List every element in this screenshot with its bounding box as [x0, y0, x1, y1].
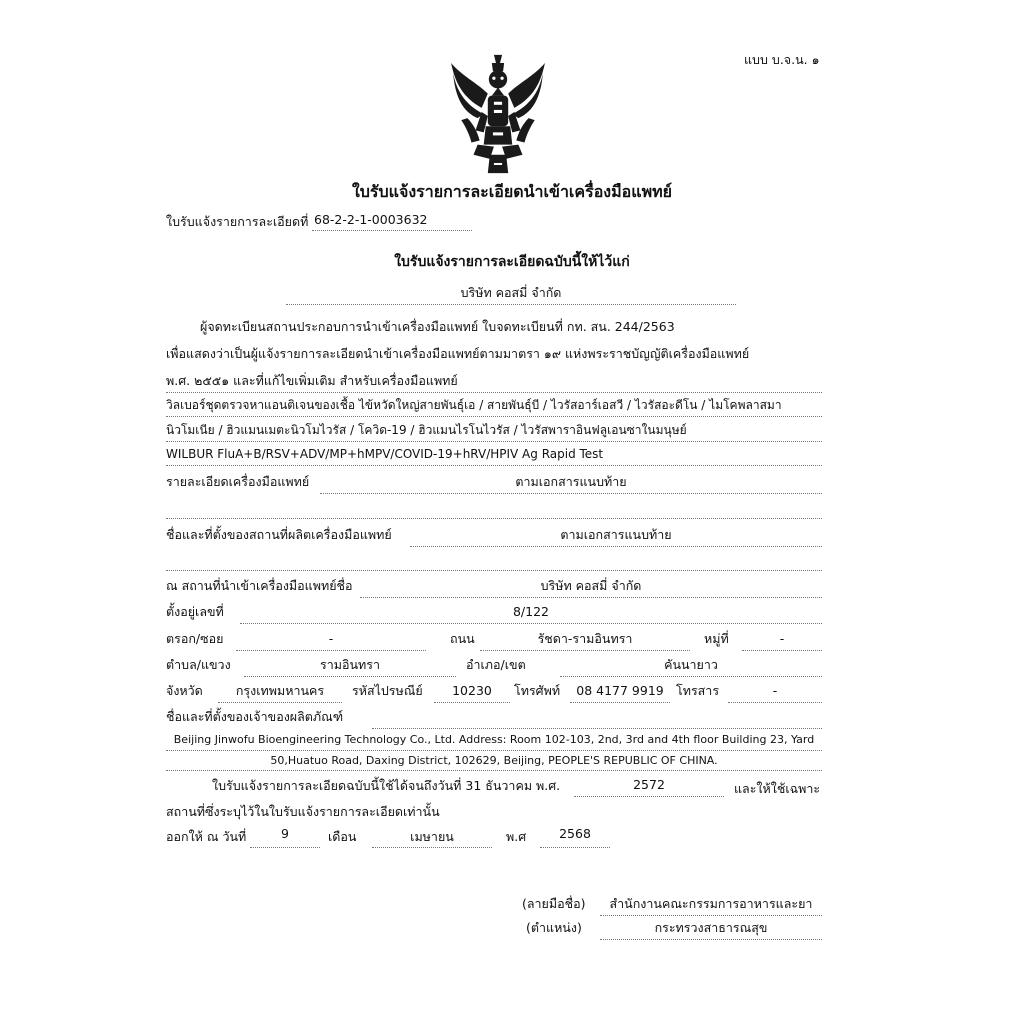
issued-month-label: เดือน	[328, 829, 357, 844]
district-value: คันนายาว	[664, 657, 718, 672]
moo-underline	[742, 650, 822, 651]
owner-address-line2: 50,Huatuo Road, Daxing District, 102629, Beijing, PEOPLE'S REPUBLIC OF CHINA.	[270, 754, 718, 767]
issued-month-underline	[372, 847, 492, 848]
validity-tail: และให้ใช้เฉพาะ	[734, 781, 821, 796]
para-act: พ.ศ. ๒๕๕๑ และที่แก้ไขเพิ่มเติม สำหรับเครื่องมือแพทย์	[166, 373, 458, 388]
import-site-label: ณ สถานที่นำเข้าเครื่องมือแพทย์ชื่อ	[166, 578, 353, 593]
issued-to-heading: ใบรับแจ้งรายการละเอียดฉบับนี้ให้ไว้แก่	[394, 254, 630, 270]
garuda-emblem-icon	[447, 52, 549, 176]
road-value: รัชดา-รามอินทรา	[537, 631, 633, 646]
document-title: ใบรับแจ้งรายการละเอียดนำเข้าเครื่องมือแพทย์	[351, 182, 673, 201]
province-value: กรุงเทพมหานคร	[235, 683, 325, 698]
district-underline	[560, 676, 822, 677]
device-name-line1: วิลเบอร์ชุดตรวจหาแอนติเจนของเชื้อ ไข้หวัดใหญ่สายพันธุ์เอ / สายพันธุ์บี / ไวรัสอาร์เอสวี / ไวรัสอะดีโน / ไมโคพลาสมา	[166, 398, 782, 412]
subdistrict-value: รามอินทรา	[320, 657, 380, 672]
owner-label: ชื่อและที่ตั้งของเจ้าของผลิตภัณฑ์	[166, 709, 344, 724]
phone-label: โทรศัพท์	[514, 683, 561, 698]
signature-label: (ลายมือชื่อ)	[522, 896, 586, 911]
issued-year: 2568	[559, 826, 591, 841]
issued-day-underline	[250, 847, 320, 848]
phone-underline	[570, 702, 670, 703]
device-underline-3	[166, 465, 822, 466]
detail-underline	[320, 493, 822, 494]
position-underline	[600, 939, 822, 940]
maker-underline-2	[166, 570, 822, 571]
signature-underline	[600, 915, 822, 916]
owner-underline	[372, 728, 822, 729]
postcode-value: 10230	[452, 683, 492, 698]
province-underline	[218, 702, 342, 703]
validity-year: 2572	[633, 777, 665, 792]
owner-address-underline-1	[166, 750, 822, 751]
fax-value: -	[772, 683, 778, 698]
act-underline	[166, 392, 822, 393]
detail-underline-2	[166, 518, 822, 519]
issued-year-label: พ.ศ	[506, 829, 527, 844]
para-registration: ผู้จดทะเบียนสถานประกอบการนำเข้าเครื่องมือแพทย์ ใบจดทะเบียนที่ กท. สน. 244/2563	[200, 319, 675, 334]
address-number-label: ตั้งอยู่เลขที่	[166, 604, 224, 619]
moo-value: -	[779, 631, 785, 646]
subdistrict-label: ตำบล/แขวง	[166, 657, 231, 672]
soi-label: ตรอก/ซอย	[166, 631, 224, 646]
device-underline-1	[166, 416, 822, 417]
receipt-underline	[312, 230, 472, 231]
issued-year-underline	[540, 847, 610, 848]
issued-day: 9	[281, 826, 289, 841]
district-label: อำเภอ/เขต	[466, 657, 526, 672]
owner-address-underline-2	[166, 770, 822, 771]
receipt-number: 68-2-2-1-0003632	[314, 212, 428, 227]
postcode-underline	[434, 702, 510, 703]
road-label: ถนน	[450, 631, 475, 646]
signature-value: สำนักงานคณะกรรมการอาหารและยา	[609, 896, 813, 911]
maker-label: ชื่อและที่ตั้งของสถานที่ผลิตเครื่องมือแพทย์	[166, 527, 392, 542]
device-name-line3: WILBUR FluA+B/RSV+ADV/MP+hMPV/COVID-19+hRV/HPIV Ag Rapid Test	[166, 447, 604, 461]
detail-value: ตามเอกสารแนบท้าย	[515, 474, 627, 489]
scope-text: สถานที่ซึ่งระบุไว้ในใบรับแจ้งรายการละเอียดเท่านั้น	[166, 804, 440, 819]
para-statement: เพื่อแสดงว่าเป็นผู้แจ้งรายการละเอียดนำเข้าเครื่องมือแพทย์ตามมาตรา ๑๙ แห่งพระราชบัญญัติเครื่องมือแพทย์	[166, 346, 750, 361]
phone-value: 08 4177 9919	[576, 683, 664, 698]
province-label: จังหวัด	[166, 683, 203, 698]
road-underline	[480, 650, 690, 651]
device-underline-2	[166, 441, 822, 442]
detail-label: รายละเอียดเครื่องมือแพทย์	[166, 474, 310, 489]
issued-month: เมษายน	[410, 829, 454, 844]
moo-label: หมู่ที่	[704, 631, 729, 646]
position-value: กระทรวงสาธารณสุข	[654, 920, 768, 935]
form-code: แบบ บ.จ.น. ๑	[744, 52, 820, 67]
soi-value: -	[328, 631, 334, 646]
maker-underline	[410, 546, 822, 547]
device-name-line2: นิวโมเนีย / ฮิวแมนเมตะนิวโมไวรัส / โควิด-19 / ฮิวแมนไรโนไวรัส / ไวรัสพาราอินฟลูเอนซาในมนุษย์	[166, 423, 687, 437]
fax-label: โทรสาร	[676, 683, 720, 698]
address-number-underline	[240, 623, 822, 624]
maker-value: ตามเอกสารแนบท้าย	[560, 527, 672, 542]
postcode-label: รหัสไปรษณีย์	[352, 683, 423, 698]
import-site-underline	[360, 597, 822, 598]
subdistrict-underline	[244, 676, 456, 677]
validity-year-underline	[574, 796, 724, 797]
import-site-value: บริษัท คอสมี่ จำกัด	[540, 578, 642, 593]
company-name: บริษัท คอสมี่ จำกัด	[460, 285, 562, 300]
company-underline	[286, 304, 736, 305]
issued-date-label: ออกให้ ณ วันที่	[166, 829, 247, 844]
soi-underline	[236, 650, 426, 651]
owner-address-line1: Beijing Jinwofu Bioengineering Technology Co., Ltd. Address: Room 102-103, 2nd, 3rd and 4th floor Building 23, Yard	[173, 733, 815, 746]
receipt-label: ใบรับแจ้งรายการละเอียดที่	[166, 214, 309, 229]
validity-text: ใบรับแจ้งรายการละเอียดฉบับนี้ใช้ได้จนถึงวันที่ 31 ธันวาคม พ.ศ.	[212, 778, 561, 793]
position-label: (ตำแหน่ง)	[526, 920, 582, 935]
fax-underline	[728, 702, 822, 703]
address-number: 8/122	[512, 604, 550, 619]
